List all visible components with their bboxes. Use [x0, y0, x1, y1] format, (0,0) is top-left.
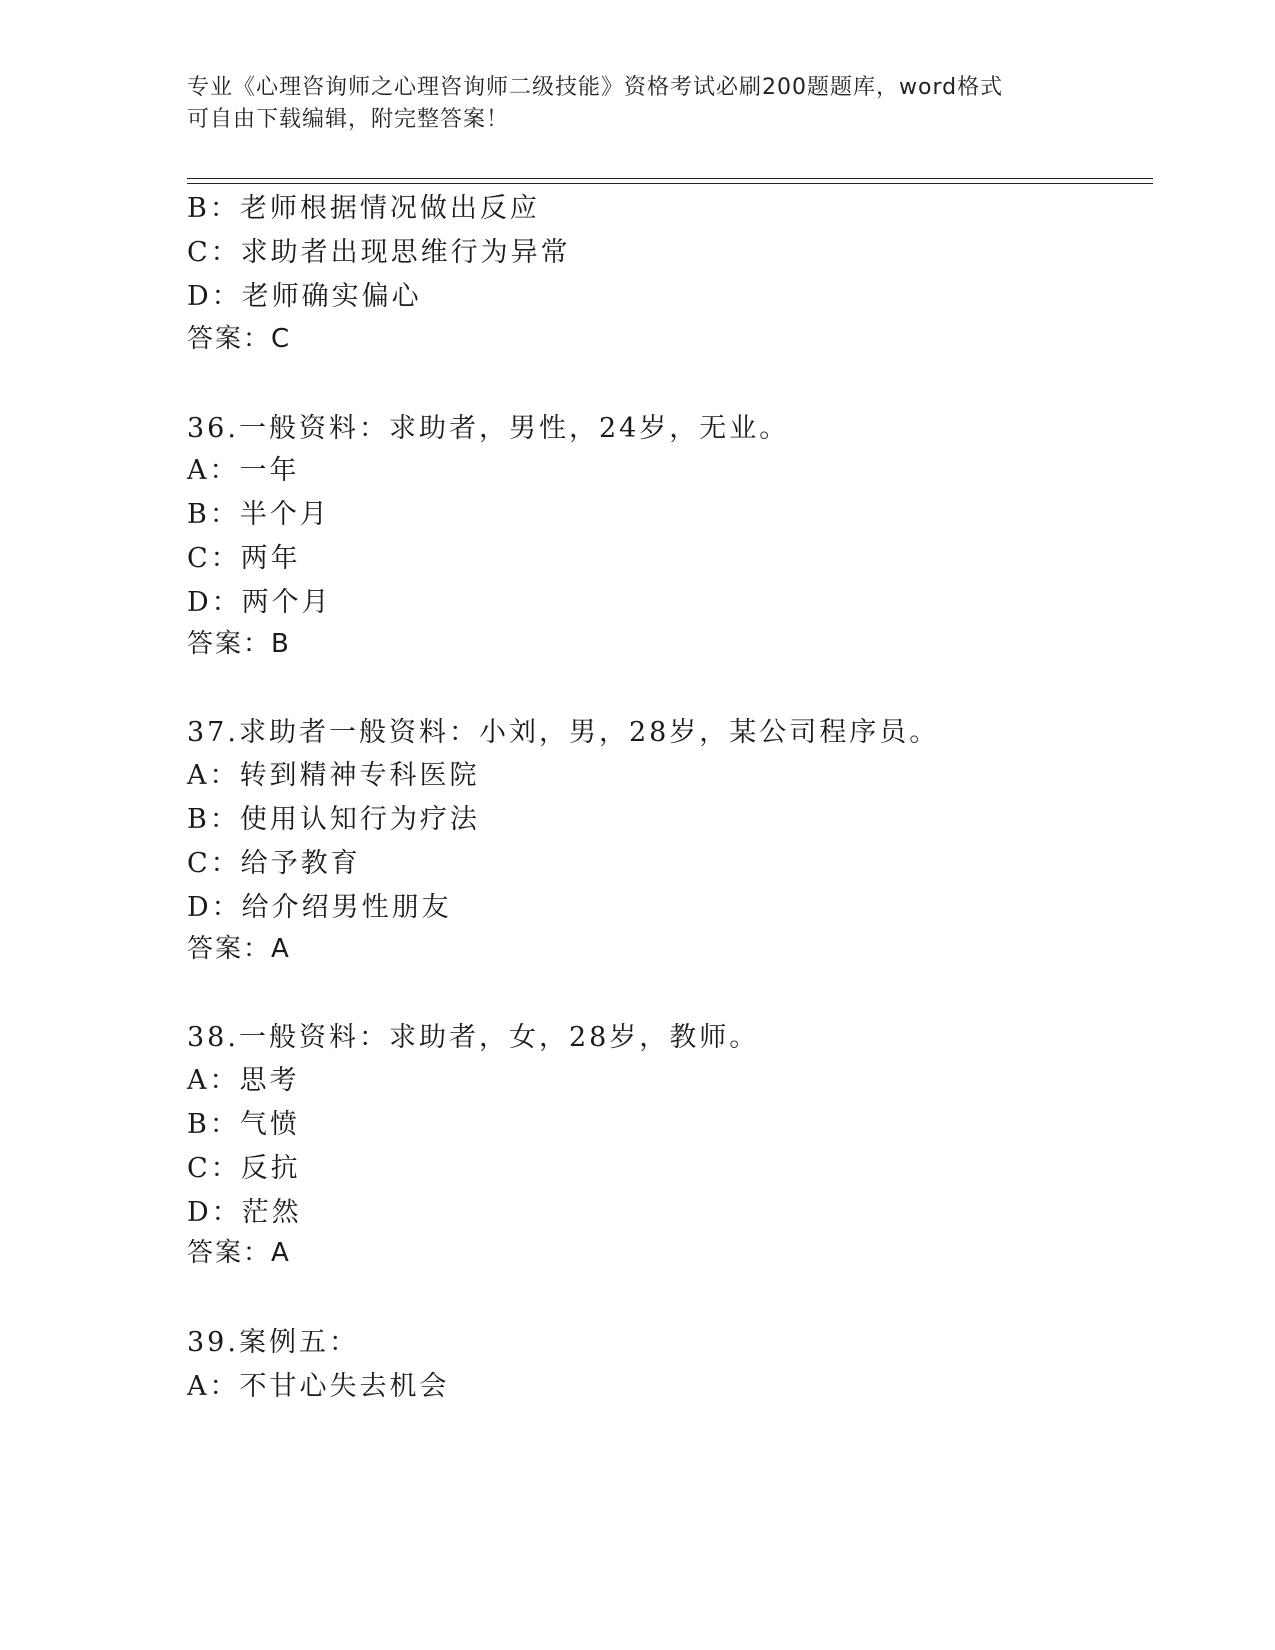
question-stem: 39.案例五：	[187, 1327, 359, 1358]
header-line-1: 专业《心理咨询师之心理咨询师二级技能》资格考试必刷200题题库，word格式	[187, 75, 1004, 100]
question-stem: 37.求助者一般资料：小刘，男，28岁，某公司程序员。	[187, 717, 940, 748]
option-line: C：两年	[187, 543, 301, 574]
option-line: B：使用认知行为疗法	[187, 804, 480, 835]
option-line: D：茫然	[187, 1197, 302, 1228]
answer-line: 答案：A	[187, 1238, 291, 1268]
answer-line: 答案：A	[187, 934, 291, 964]
question-stem: 38.一般资料：求助者，女，28岁，教师。	[187, 1022, 760, 1053]
answer-line: 答案：C	[187, 324, 292, 354]
option-line: B：气愤	[187, 1109, 300, 1140]
question-stem: 36.一般资料：求助者，男性，24岁，无业。	[187, 413, 790, 444]
answer-line: 答案：B	[187, 629, 291, 659]
header-rule-top	[187, 178, 1153, 179]
option-line: A：一年	[187, 455, 300, 486]
option-line: A：不甘心失去机会	[187, 1371, 450, 1402]
option-line: C：求助者出现思维行为异常	[187, 237, 571, 268]
option-line: D：给介绍男性朋友	[187, 892, 452, 923]
option-line: D：两个月	[187, 587, 332, 618]
option-line: B：老师根据情况做出反应	[187, 193, 540, 224]
option-line: C：给予教育	[187, 848, 361, 879]
option-line: A：思考	[187, 1065, 300, 1096]
option-line: C：反抗	[187, 1153, 301, 1184]
header-rule-bottom	[187, 183, 1153, 184]
option-line: B：半个月	[187, 499, 330, 530]
option-line: D：老师确实偏心	[187, 281, 422, 312]
document-header	[187, 72, 1067, 136]
header-line-2: 可自由下载编辑，附完整答案！	[187, 107, 510, 132]
option-line: A：转到精神专科医院	[187, 760, 480, 791]
